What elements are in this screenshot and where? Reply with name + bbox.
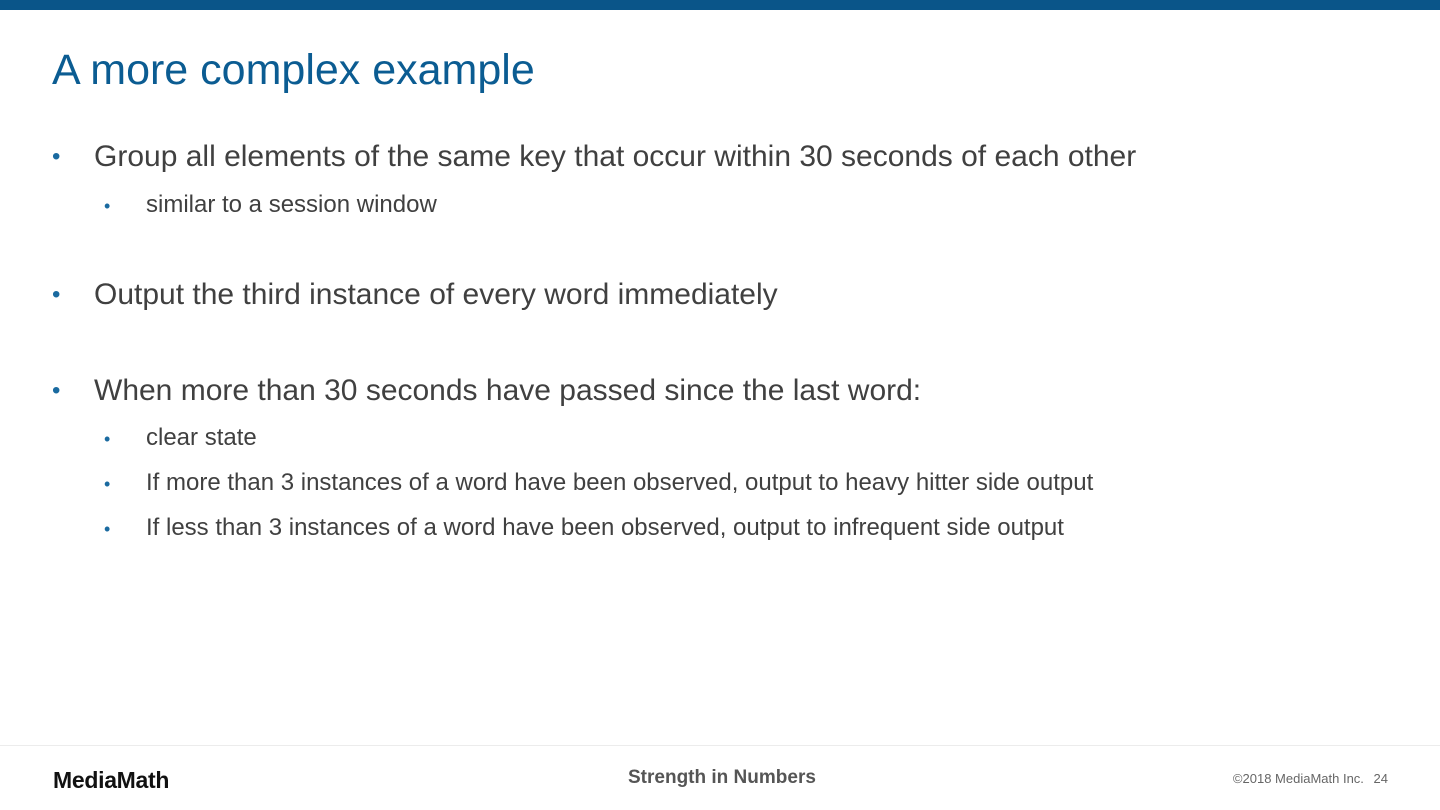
bullet-dot-icon: • bbox=[52, 377, 61, 404]
bullet-text: Output the third instance of every word immediately bbox=[94, 278, 778, 311]
slide-title: A more complex example bbox=[52, 46, 535, 94]
footer-divider bbox=[0, 745, 1440, 746]
bullet-text: Group all elements of the same key that occur within 30 seconds of each other bbox=[94, 140, 1137, 173]
bullet-text: When more than 30 seconds have passed since the last word: bbox=[94, 374, 922, 407]
bullet-dot-icon: • bbox=[104, 474, 111, 494]
bullet-dot-icon: • bbox=[52, 281, 61, 308]
mediamath-logo: MediaMath bbox=[53, 767, 170, 793]
copyright-text: ©2018 MediaMath Inc. bbox=[1232, 771, 1364, 786]
footer-copyright bbox=[1233, 769, 1388, 789]
bullet-dot-icon: • bbox=[104, 429, 111, 449]
sub-bullet-text: If less than 3 instances of a word have been observed, output to infrequent side output bbox=[146, 514, 1064, 541]
sub-bullet-text: clear state bbox=[146, 424, 257, 451]
top-accent-bar bbox=[0, 0, 1440, 10]
sub-bullet-text: similar to a session window bbox=[146, 191, 437, 218]
footer-tagline: Strength in Numbers bbox=[628, 767, 816, 788]
bullet-dot-icon: • bbox=[104, 196, 111, 216]
sub-bullet-text: If more than 3 instances of a word have been observed, output to heavy hitter side output bbox=[146, 469, 1094, 496]
bullet-dot-icon: • bbox=[104, 519, 111, 539]
bullet-dot-icon: • bbox=[52, 143, 61, 170]
page-number: 24 bbox=[1373, 771, 1388, 786]
